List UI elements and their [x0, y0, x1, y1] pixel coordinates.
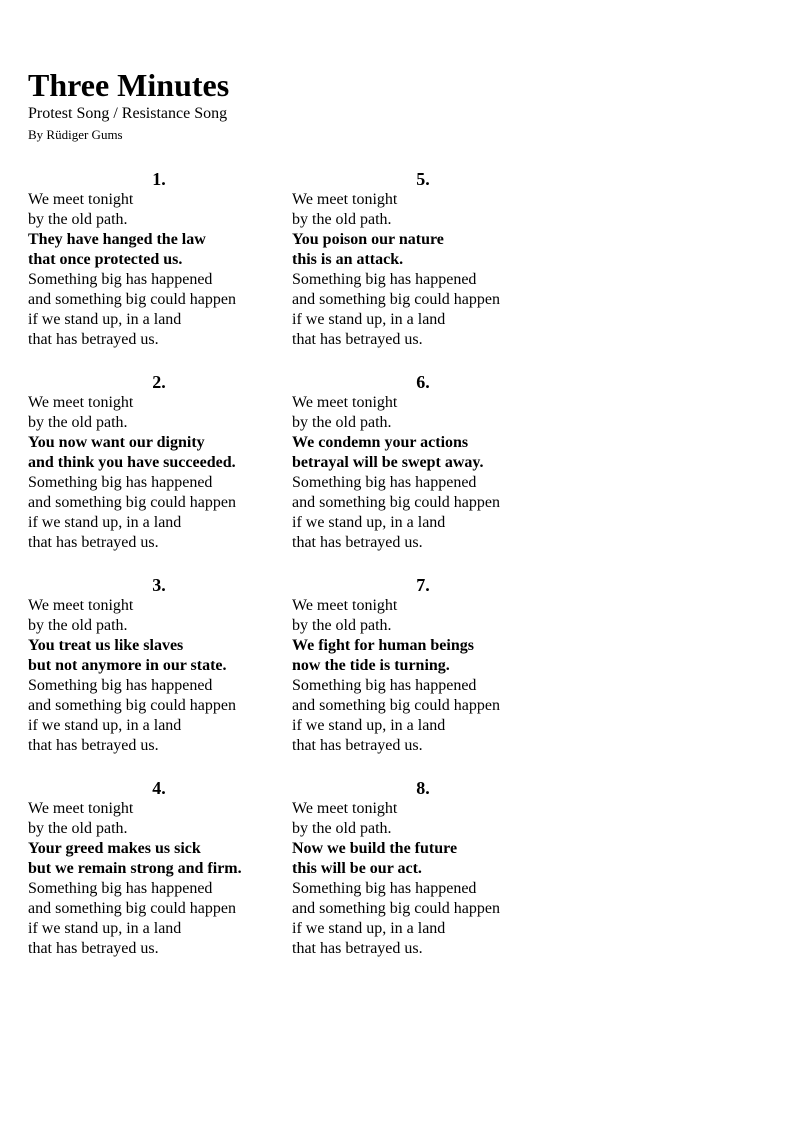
verse-line-bold: They have hanged the law: [28, 231, 206, 248]
verse-line-bold: You now want our dignity: [28, 434, 205, 451]
verse-line: and something big could happen: [28, 697, 236, 714]
verse-line-bold: that once protected us.: [28, 251, 183, 268]
verse-number: 8.: [416, 778, 430, 798]
verse-line: and something big could happen: [28, 900, 236, 917]
verse-line: that has betrayed us.: [292, 331, 423, 348]
verse-line: by the old path.: [28, 820, 128, 837]
verse-line-bold: You treat us like slaves: [28, 637, 184, 654]
verse-line: by the old path.: [292, 211, 392, 228]
verse-line: Something big has happened: [292, 880, 477, 897]
verse-line: We meet tonight: [28, 597, 134, 614]
verse-number: 2.: [152, 372, 166, 392]
verse-line-bold: betrayal will be swept away.: [292, 454, 484, 471]
verse-line: by the old path.: [28, 617, 128, 634]
verse-column: [28, 168, 292, 980]
verse-line: if we stand up, in a land: [28, 514, 182, 531]
verse: [28, 574, 292, 777]
verse-line: We meet tonight: [292, 394, 398, 411]
verse-number: 1.: [152, 169, 166, 189]
verse-number: 5.: [416, 169, 430, 189]
verse-line: We meet tonight: [28, 191, 134, 208]
verse: [292, 574, 556, 777]
verse-line: We meet tonight: [28, 394, 134, 411]
verse-line-bold: You poison our nature: [292, 231, 444, 248]
verse-column: [292, 168, 556, 980]
verse-line: that has betrayed us.: [28, 737, 159, 754]
verse-line: by the old path.: [292, 414, 392, 431]
verse-line: Something big has happened: [292, 677, 477, 694]
verse-line-bold: We condemn your actions: [292, 434, 469, 451]
verse-columns: [28, 168, 556, 980]
verse-line: and something big could happen: [28, 494, 236, 511]
verse-line: by the old path.: [292, 820, 392, 837]
song-header: [28, 66, 229, 144]
verse-number: 7.: [416, 575, 430, 595]
verse-line: We meet tonight: [292, 597, 398, 614]
verse-line-bold: We fight for human beings: [292, 637, 474, 654]
verse-line: that has betrayed us.: [292, 940, 423, 957]
verse-number: 4.: [152, 778, 166, 798]
verse: [292, 371, 556, 574]
verse-line-bold: this will be our act.: [292, 860, 422, 877]
verse-line: if we stand up, in a land: [292, 311, 446, 328]
verse-line: if we stand up, in a land: [292, 717, 446, 734]
verse-line: Something big has happened: [28, 474, 213, 491]
verse-line-bold: now the tide is turning.: [292, 657, 450, 674]
verse-line-bold: Your greed makes us sick: [28, 840, 201, 857]
verse-line: if we stand up, in a land: [28, 311, 182, 328]
verse-line: by the old path.: [292, 617, 392, 634]
verse-line: Something big has happened: [28, 880, 213, 897]
verse-line: that has betrayed us.: [28, 331, 159, 348]
verse-line-bold: Now we build the future: [292, 840, 458, 857]
verse-line: and something big could happen: [28, 291, 236, 308]
verse-number: 3.: [152, 575, 166, 595]
verse-line: if we stand up, in a land: [292, 514, 446, 531]
verse-line-bold: but not anymore in our state.: [28, 657, 227, 674]
verse-line: that has betrayed us.: [28, 940, 159, 957]
verse: [28, 777, 292, 980]
verse: [292, 777, 556, 980]
verse-line-bold: but we remain strong and firm.: [28, 860, 242, 877]
verse-line: We meet tonight: [28, 800, 134, 817]
verse-line: if we stand up, in a land: [292, 920, 446, 937]
verse-number: 6.: [416, 372, 430, 392]
verse-line: that has betrayed us.: [28, 534, 159, 551]
verse-line: and something big could happen: [292, 291, 500, 308]
verse-line: if we stand up, in a land: [28, 717, 182, 734]
verse-line-bold: and think you have succeeded.: [28, 454, 236, 471]
verse-line: and something big could happen: [292, 697, 500, 714]
verse: [28, 371, 292, 574]
song-author: By Rüdiger Gums: [28, 127, 123, 142]
song-title: Three Minutes: [28, 67, 230, 103]
verse-line: and something big could happen: [292, 494, 500, 511]
verse-line: Something big has happened: [292, 271, 477, 288]
verse: [28, 168, 292, 371]
verse-line: by the old path.: [28, 211, 128, 228]
verse-line: We meet tonight: [292, 191, 398, 208]
verse: [292, 168, 556, 371]
verse-line: if we stand up, in a land: [28, 920, 182, 937]
verse-line: Something big has happened: [28, 271, 213, 288]
verse-line: and something big could happen: [292, 900, 500, 917]
verse-line: that has betrayed us.: [292, 737, 423, 754]
verse-line-bold: this is an attack.: [292, 251, 404, 268]
verse-line: that has betrayed us.: [292, 534, 423, 551]
verse-line: Something big has happened: [28, 677, 213, 694]
song-subtitle: Protest Song / Resistance Song: [28, 105, 228, 122]
verse-line: Something big has happened: [292, 474, 477, 491]
verse-line: We meet tonight: [292, 800, 398, 817]
verse-line: by the old path.: [28, 414, 128, 431]
